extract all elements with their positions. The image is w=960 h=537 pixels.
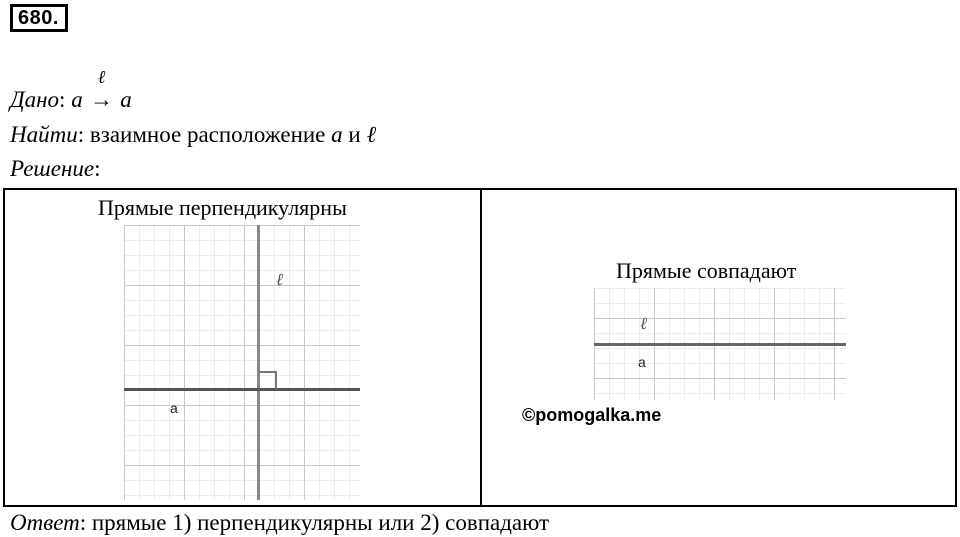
- given-separator: :: [59, 87, 72, 112]
- solution-line: [10, 155, 101, 183]
- solution-label: Решение: [10, 156, 95, 181]
- given-right-var: a: [120, 87, 132, 112]
- given-left-var: a: [71, 87, 83, 112]
- answer-text: : прямые 1) перпендикулярны или 2) совпадают: [79, 510, 550, 535]
- case1-label-l: ℓ: [276, 270, 284, 290]
- case2-label-a: a: [638, 354, 646, 370]
- case1-label-a: a: [170, 400, 178, 416]
- case2-coincident-lines: [594, 343, 846, 346]
- case2-caption: Прямые совпадают: [616, 258, 797, 283]
- solution-sep: :: [94, 156, 101, 181]
- problem-number: 680.: [10, 4, 68, 32]
- find-label: Найти: [10, 122, 78, 147]
- given-label: Дано: [10, 87, 60, 112]
- find-conj: и: [342, 122, 367, 147]
- right-angle-mark: [259, 371, 277, 389]
- mapping-arrow-label: ℓ: [97, 67, 106, 87]
- given-line: [10, 67, 132, 114]
- watermark: ©pomogalka.me: [522, 405, 662, 425]
- find-var-a: a: [331, 122, 343, 147]
- answer-line: [10, 509, 549, 537]
- find-var-l: ℓ: [366, 122, 377, 147]
- arrow-icon: →: [89, 87, 113, 112]
- case1-grid: [124, 225, 360, 500]
- case1-line-a: [124, 388, 360, 391]
- find-line: [10, 121, 376, 149]
- find-text: : взаимное расположение: [77, 122, 332, 147]
- case1-line-l: [257, 225, 260, 500]
- mapping-arrow: [88, 67, 114, 114]
- answer-label: Ответ: [10, 510, 80, 535]
- case2-label-l: ℓ: [640, 314, 648, 334]
- table-divider: [480, 188, 482, 507]
- case1-caption: Прямые перпендикулярны: [98, 195, 347, 220]
